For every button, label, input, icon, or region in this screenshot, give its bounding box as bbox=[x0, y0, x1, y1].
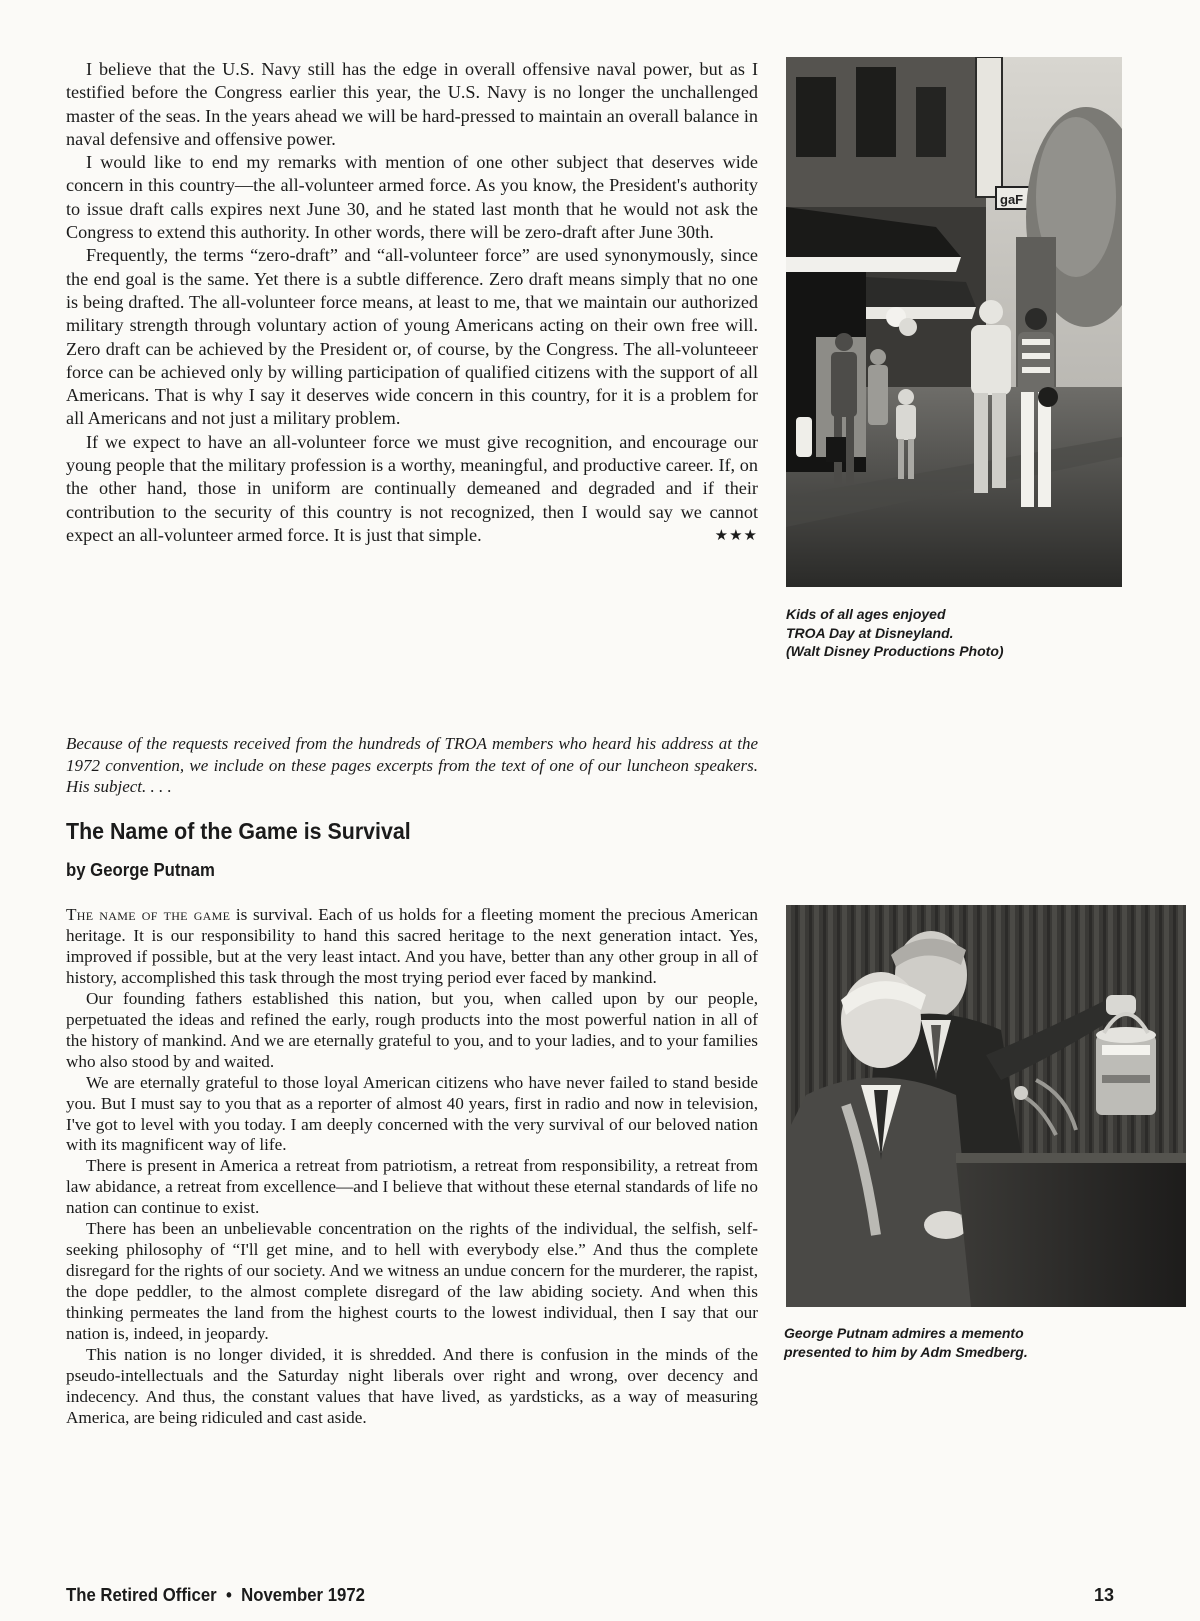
caption-line: (Walt Disney Productions Photo) bbox=[786, 643, 1004, 659]
lead-paragraph-text: is survival. Each of us holds for a fleeting moment the precious American heritage. It is our responsibility to hand this sacred heritage to the next generation intact. Yes, improved if possible, but at the very least intact. And you have, better than any other group in all of history, accomplished this task through the most trying period ever faced by mankind. bbox=[66, 905, 759, 987]
body-paragraph: I believe that the U.S. Navy still has the edge in overall offensive naval power, but as I testified before the Congress earlier this year, the U.S. Navy is no longer the unchallenged master of the seas. In the years ahead we will be hard-pressed to maintain an overall balance in naval defensive and offensive power. bbox=[66, 59, 758, 149]
page-number: 13 bbox=[1093, 1585, 1114, 1605]
caption-line: presented to him by Adm Smedberg. bbox=[784, 1343, 1028, 1360]
top-article-continuation bbox=[66, 58, 758, 547]
caption-line: Kids of all ages enjoyed bbox=[786, 606, 946, 622]
putnam-photo-caption bbox=[784, 1324, 1028, 1361]
putnam-podium-photo bbox=[786, 905, 1186, 1307]
body-paragraph: Frequently, the terms “zero-draft” and “all-volunteer force” are used synonymously, since the end goal is the same. Yet there is a subtle difference. Zero draft means simply that no one is being drafted. The all-volunteer force means, at least to me, that we maintain our authorized military strength through voluntary action of young Americans acting on their own free will. Zero draft can be achieved by the President or, of course, by the Congress. The all-volunteeer force can be achieved only by willing participation of qualified citizens with the support of all Americans. That is why I say it deserves wide concern in this country, for it is a problem for all Americans and not just a military problem. bbox=[66, 245, 758, 429]
publication-name: The Retired Officer bbox=[66, 1585, 217, 1605]
page-footer bbox=[66, 1585, 1114, 1609]
body-paragraph-text: If we expect to have an all-volunteer force we must give recognition, and encourage our young people that the military profession is a worthy, meaningful, and productive career. If, on the other hand, those in uniform are continually demeaned and degraded and if their contribution to the security of this country is not recognized, then I would say we cannot expect an all-volunteer armed force. It is just that simple. bbox=[66, 431, 758, 545]
footer-publication-info bbox=[66, 1585, 365, 1606]
body-paragraph bbox=[66, 431, 758, 547]
intro-note: Because of the requests received from the hundreds of TROA members who heard his address at the 1972 convention, we include on these pages excerpts from the text of one of our luncheon speakers. His subject. . . . bbox=[66, 734, 758, 796]
gaf-sign: gaF bbox=[1000, 192, 1024, 207]
body-paragraph: We are eternally grateful to those loyal American citizens who have never failed to stand beside you. But I must say to you that as a reporter of almost 40 years, first in radio and now in television, I've got to level with you today. I am deeply concerned with the very survival of our beloved nation with its magnificent way of life. bbox=[66, 1072, 758, 1155]
caption-line: George Putnam admires a memento bbox=[784, 1325, 1024, 1341]
body-paragraph: There is present in America a retreat from patriotism, a retreat from responsibility, a retreat from law abidance, a retreat from excellence—and I believe that without these eternal standards of life no nation can continue to exist. bbox=[66, 1156, 758, 1218]
body-paragraph: This nation is no longer divided, it is shredded. And there is confusion in the minds of the pseudo-intellectuals and the Saturday night liberals over right and wrong, over decency and indecency. And thus, the constant values that have lived, as yardsticks, as a way of measuring America, are being ridiculed and cast aside. bbox=[66, 1345, 758, 1427]
article-body bbox=[66, 905, 758, 1429]
disneyland-photo-caption bbox=[786, 605, 1004, 661]
lead-in: The name of the game bbox=[66, 905, 231, 924]
issue-date: November 1972 bbox=[241, 1585, 365, 1605]
byline: by George Putnam bbox=[66, 860, 215, 880]
body-paragraph: There has been an unbelievable concentration on the rights of the individual, the selfish, self-seeking philosophy of “I'll get mine, and to hell with everybody else.” And thus the complete disregard for the rights of our society. And we witness an undue concern for the murderer, the rapist, the dope peddler, to the almost complete disregard of the law abiding society. And when this thinking permeates the land from the highest courts to the lowest individual, then I say that our nation is, indeed, in jeopardy. bbox=[66, 1219, 758, 1344]
article-title: The Name of the Game is Survival bbox=[66, 818, 411, 844]
footer-bullet: • bbox=[226, 1585, 232, 1605]
caption-line: TROA Day at Disneyland. bbox=[786, 624, 954, 641]
end-mark-stars: ★★★ bbox=[714, 525, 758, 544]
body-paragraph: Our founding fathers established this nation, but you, when called upon by our people, perpetuated the ideas and refined the early, rough products into the most powerful nation in all of the history of mankind. And we are eternally grateful to you, and to your ladies, and to your families who also stood by and waited. bbox=[66, 988, 758, 1071]
body-paragraph: I would like to end my remarks with mention of one other subject that deserves wide concern in this country—the all-volunteer armed force. As you know, the President's authority to issue draft calls expires next June 30, and he stated last month that he would not ask the Congress to extend this authority. In other words, there will be zero-draft after June 30th. bbox=[66, 152, 758, 243]
disneyland-photo bbox=[786, 57, 1122, 587]
body-paragraph bbox=[66, 905, 758, 989]
